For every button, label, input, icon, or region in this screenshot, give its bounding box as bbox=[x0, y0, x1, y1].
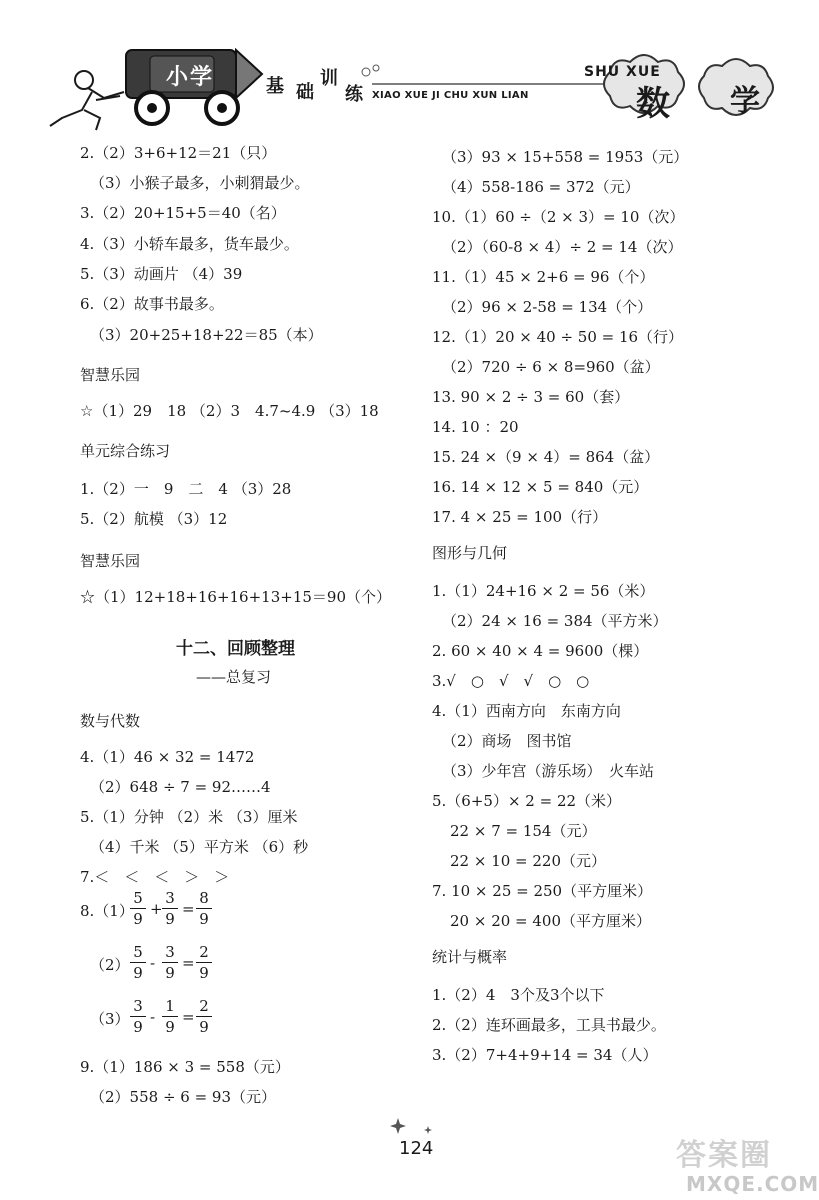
answer-line: 1.（1）24+16 × 2 = 56（米） bbox=[432, 582, 655, 600]
answer-line: 13. 90 × 2 ÷ 3 = 60（套） bbox=[432, 388, 630, 406]
chapter-title: 十二、回顾整理 bbox=[176, 639, 295, 659]
denominator: 9 bbox=[133, 910, 143, 928]
answer-line: 12.（1）20 × 40 ÷ 50 = 16（行） bbox=[432, 328, 684, 346]
header-title-char-3: 训 bbox=[320, 68, 338, 89]
section-heading: 图形与几何 bbox=[432, 544, 508, 562]
page-header bbox=[0, 0, 803, 140]
fraction bbox=[130, 888, 146, 929]
header-pinyin: XIAO XUE JI CHU XUN LIAN bbox=[372, 90, 529, 101]
answer-line: 20 × 20 = 400（平方厘米） bbox=[450, 912, 652, 930]
denominator: 9 bbox=[199, 964, 209, 982]
section-heading: 数与代数 bbox=[80, 712, 141, 730]
fraction bbox=[130, 996, 146, 1037]
answer-line: （2）96 × 2-58 = 134（个） bbox=[442, 298, 653, 316]
fraction-equation bbox=[80, 888, 280, 936]
fraction-equation bbox=[80, 996, 280, 1044]
denominator: 9 bbox=[133, 1018, 143, 1036]
section-heading: 统计与概率 bbox=[432, 948, 508, 966]
answer-line: （2）24 × 16 = 384（平方米） bbox=[442, 612, 668, 630]
numerator: 3 bbox=[130, 996, 146, 1017]
fraction bbox=[162, 996, 178, 1037]
answer-line: 1.（2）一 9 二 4 （3）28 bbox=[80, 480, 292, 498]
answer-line: （2）720 ÷ 6 × 8=960（盆） bbox=[442, 358, 660, 376]
answer-line: 1.（2）4 3个及3个以下 bbox=[432, 986, 605, 1004]
fraction bbox=[196, 996, 212, 1037]
answer-line: ☆（1）29 18 （2）3 4.7~4.9 （3）18 bbox=[80, 402, 379, 420]
watermark-text: 答案圈 bbox=[676, 1138, 772, 1173]
answer-line: （2）商场 图书馆 bbox=[442, 732, 572, 750]
section-heading: 单元综合练习 bbox=[80, 442, 171, 460]
answer-line: 4.（1）46 × 32 = 1472 bbox=[80, 748, 255, 766]
fraction bbox=[162, 942, 178, 983]
answer-line: （2）558 ÷ 6 = 93（元） bbox=[90, 1088, 277, 1106]
answer-line: （4）558-186 = 372（元） bbox=[442, 178, 640, 196]
numerator: 3 bbox=[162, 942, 178, 963]
answer-line: 14. 10 ：20 bbox=[432, 418, 519, 436]
header-subject-char-1: 数 bbox=[636, 84, 670, 124]
numerator: 5 bbox=[130, 942, 146, 963]
fraction bbox=[196, 942, 212, 983]
answer-line: 15. 24 ×（9 × 4）= 864（盆） bbox=[432, 448, 660, 466]
answer-line: 2. 60 × 40 × 4 = 9600（棵） bbox=[432, 642, 649, 660]
answer-line: 9.（1）186 × 3 = 558（元） bbox=[80, 1058, 290, 1076]
answer-line: 3.（2）7+4+9+14 = 34（人） bbox=[432, 1046, 658, 1064]
answer-line: 3.√ ○ √ √ ○ ○ bbox=[432, 672, 590, 690]
header-title-char-2: 础 bbox=[296, 82, 314, 103]
answer-line: ☆（1）12+18+16+16+13+15＝90（个） bbox=[80, 588, 391, 606]
answer-line: 17. 4 × 25 = 100（行） bbox=[432, 508, 608, 526]
dot-icon bbox=[362, 68, 370, 76]
answer-line: 5.（6+5）× 2 = 22（米） bbox=[432, 792, 622, 810]
answer-line: 3.（2）20+15+5＝40（名） bbox=[80, 204, 286, 222]
fraction bbox=[196, 888, 212, 929]
header-title-char-1: 基 bbox=[266, 76, 284, 97]
equals-sign: = bbox=[182, 1008, 195, 1026]
answer-line: 2.（2）3+6+12＝21（只） bbox=[80, 144, 277, 162]
numerator: 2 bbox=[196, 942, 212, 963]
header-subject-en: SHU XUE bbox=[584, 64, 661, 80]
answer-line: （2）（60-8 × 4）÷ 2 = 14（次） bbox=[442, 238, 683, 256]
fraction bbox=[130, 942, 146, 983]
answer-line: （3）20+25+18+22＝85（本） bbox=[90, 326, 323, 344]
header-illustration bbox=[0, 0, 803, 140]
dot-icon bbox=[373, 65, 379, 71]
fraction-operator: - bbox=[150, 1008, 156, 1026]
answer-line: 4.（1）西南方向 东南方向 bbox=[432, 702, 621, 720]
denominator: 9 bbox=[199, 1018, 209, 1036]
equals-sign: = bbox=[182, 900, 195, 918]
answer-line: （2）648 ÷ 7 = 92……4 bbox=[90, 778, 271, 796]
page-number: 124 bbox=[399, 1138, 434, 1159]
header-cart-title: 小学 bbox=[166, 65, 215, 90]
denominator: 9 bbox=[165, 964, 175, 982]
answer-line: 6.（2）故事书最多。 bbox=[80, 295, 224, 313]
numerator: 5 bbox=[130, 888, 146, 909]
answer-line: 22 × 10 = 220（元） bbox=[450, 852, 607, 870]
fraction bbox=[162, 888, 178, 929]
denominator: 9 bbox=[133, 964, 143, 982]
fraction-equation bbox=[80, 942, 280, 990]
denominator: 9 bbox=[165, 1018, 175, 1036]
numerator: 8 bbox=[196, 888, 212, 909]
numerator: 3 bbox=[162, 888, 178, 909]
header-title-char-4: 练 bbox=[345, 84, 363, 105]
answer-line: 16. 14 × 12 × 5 = 840（元） bbox=[432, 478, 649, 496]
fraction-label: 8.（1） bbox=[80, 902, 134, 920]
answer-line: 11.（1）45 × 2+6 = 96（个） bbox=[432, 268, 655, 286]
header-subject-char-2: 学 bbox=[730, 84, 760, 119]
answer-line: 5.（3）动画片 （4）39 bbox=[80, 265, 243, 283]
answer-line: 4.（3）小轿车最多，货车最少。 bbox=[80, 235, 299, 253]
answer-line: 7.＜ ＜ ＜ ＞ ＞ bbox=[80, 868, 230, 886]
numerator: 2 bbox=[196, 996, 212, 1017]
answer-line: 5.（1）分钟 （2）米 （3）厘米 bbox=[80, 808, 298, 826]
section-heading: 智慧乐园 bbox=[80, 366, 141, 384]
equals-sign: = bbox=[182, 954, 195, 972]
answer-line: （3）93 × 15+558 = 1953（元） bbox=[442, 148, 689, 166]
answer-line: （4）千米 （5）平方米 （6）秒 bbox=[90, 838, 309, 856]
answer-line: （3）少年宫（游乐场） 火车站 bbox=[442, 762, 655, 780]
answer-line: 22 × 7 = 154（元） bbox=[450, 822, 597, 840]
numerator: 1 bbox=[162, 996, 178, 1017]
sparkle-icon bbox=[390, 1118, 432, 1134]
answer-line: （3）小猴子最多，小刺猬最少。 bbox=[90, 174, 310, 192]
denominator: 9 bbox=[199, 910, 209, 928]
answer-line: 5.（2）航模 （3）12 bbox=[80, 510, 228, 528]
fraction-label: （2） bbox=[90, 956, 130, 974]
answer-line: 10.（1）60 ÷（2 × 3）= 10（次） bbox=[432, 208, 685, 226]
chapter-subtitle: ——总复习 bbox=[196, 668, 272, 686]
section-heading: 智慧乐园 bbox=[80, 552, 141, 570]
answer-line: 7. 10 × 25 = 250（平方厘米） bbox=[432, 882, 653, 900]
fraction-operator: - bbox=[150, 954, 156, 972]
boy-illustration bbox=[50, 71, 124, 130]
answer-line: 2.（2）连环画最多，工具书最少。 bbox=[432, 1016, 666, 1034]
denominator: 9 bbox=[165, 910, 175, 928]
fraction-operator: + bbox=[150, 900, 163, 918]
fraction-label: （3） bbox=[90, 1010, 130, 1028]
watermark-url: MXQE.COM bbox=[686, 1172, 819, 1196]
